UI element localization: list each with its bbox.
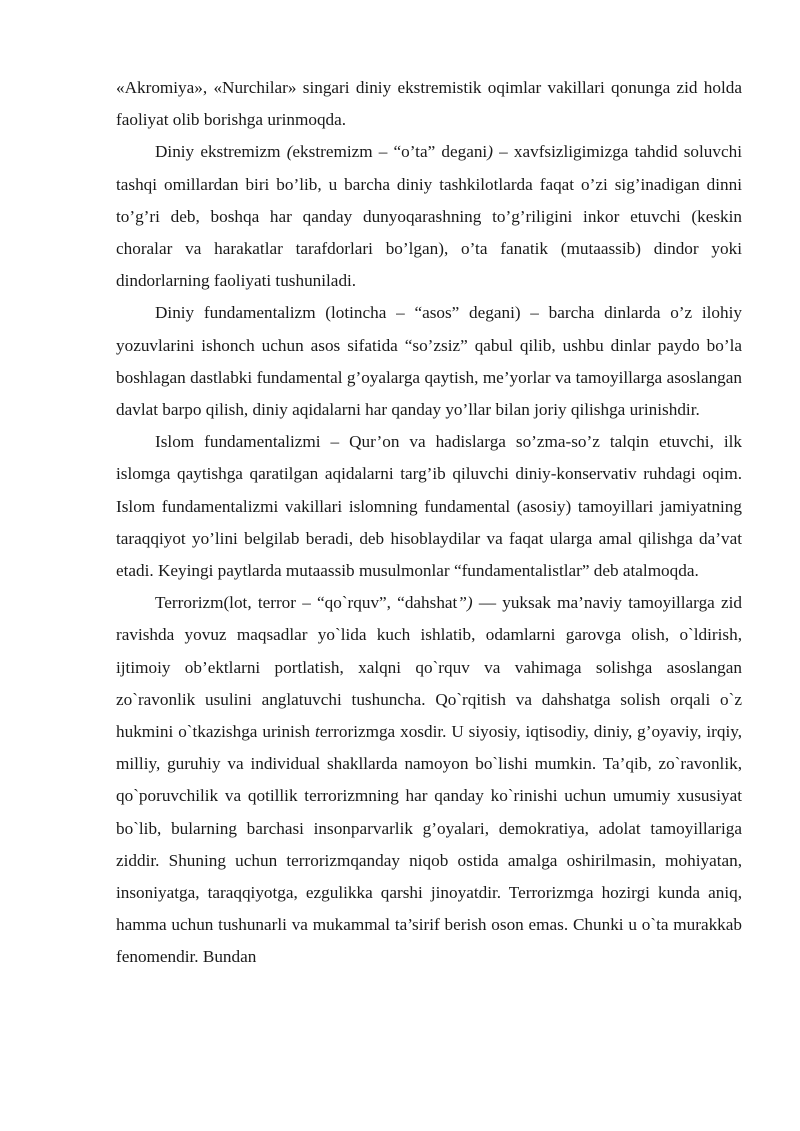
paragraph-religious-extremism-part-c: ekstremizm – “o’ta” degani bbox=[292, 142, 488, 162]
paragraph-religious-fundamentalism: Diniy fundamentalizm (lotincha – “asos” degani) – barcha dinlarda o’z ilohiy yozuvlarini ishonch uchun asos sifatida “so’zsiz” qabul qilib, ushbu dinlar paydo bo’la boshlagan dastlabki fundamental g’oyalarga qaytish, me’yorlar va tamoyillarga asoslangan davlat barpo qilish, diniy aqidalarni har qanday yo’llar bilan joriy qilishga urinishdir. bbox=[116, 303, 742, 420]
paragraph-terrorism-quote-close: ”) bbox=[457, 593, 473, 613]
document-page bbox=[116, 72, 742, 974]
paragraph-religious-extremism-part-a: Diniy ekstremizm bbox=[155, 142, 287, 162]
paragraph-religious-extremism-paren-close: ) bbox=[487, 142, 493, 162]
paragraph-extremist-groups: «Akromiya», «Nurchilar» singari diniy ekstremistik oqimlar vakillari qonunga zid holda faoliyat olib borishga urinmoqda. bbox=[116, 78, 742, 130]
paragraph-religious-extremism-paren-open: ( bbox=[286, 142, 293, 162]
paragraph-islamic-fundamentalism: Islom fundamentalizmi – Qur’on va hadislarga so’zma-so’z talqin etuvchi, ilk islomga qaytishga qaratilgan aqidalarni targ’ib qiluvchi diniy-konservativ ruhdagi oqim. Islom fundamentalizmi vakillari islomning fundamental (asosiy) tamoyillari jamiyatning taraqqiyot yo’lini belgilab beradi, deb hisoblaydilar va faqat ularga amal qilishga da’vat etadi. Keyingi paytlarda mutaassib musulmonlar “fundamentalistlar” deb atalmoqda. bbox=[116, 432, 742, 581]
paragraph-terrorism-part-a: Terrorizm(lot, terror – “qo`rquv”, “dahshat bbox=[155, 593, 458, 613]
paragraph-terrorism bbox=[116, 587, 742, 973]
paragraph-religious-extremism-part-e: – xavfsizligimizga tahdid soluvchi tashqi omillardan biri bo’lib, u barcha diniy tashkilotlarda faqat o’zi sig’inadigan dinni to’g’ri deb, boshqa har qanday dunyoqarashning to’g’riligini inkor etuvchi (keskin choralar va harakatlar tarafdorlari bo’lgan), o’ta fanatik (mutaassib) dindor yoki dindorlarning faoliyati tushuniladi. bbox=[116, 142, 742, 291]
paragraph-terrorism-italic-t: t bbox=[315, 722, 320, 742]
paragraph-terrorism-part-e: errorizmga xosdir. U siyosiy, iqtisodiy, diniy, g’oyaviy, irqiy, milliy, guruhiy va individual shakllarda namoyon bo`lishi mumkin. Ta’qib, zo`ravonlik, qo`poruvchilik va qotillik terrorizmning har qanday ko`rinishi uchun umumiy xususiyat bo`lib, bularning barchasi insonparvarlik g’oyalari, demokratiya, adolat tamoyillariga ziddir. Shuning uchun terrorizmqanday niqob ostida amalga oshirilmasin, mohiyatan, insoniyatga, taraqqiyotga, ezgulikka qarshi jinoyatdir. Terrorizmga hozirgi kunda aniq, hamma uchun tushunarli va mukammal ta’sirif berish oson emas. Chunki u o`ta murakkab fenomendir. Bundan bbox=[116, 722, 742, 967]
paragraph-terrorism-part-c: — yuksak ma’naviy tamoyillarga zid ravishda yovuz maqsadlar yo`lida kuch ishlatib, odamlarni garovga olish, o`ldirish, ijtimoiy ob’ektlarni portlatish, xalqni qo`rquv va vahimaga solishga asoslangan zo`ravonlik usulini anglatuvchi tushuncha. Qo`rqitish va dahshatga solish orqali o`z hukmini o`tkazishga urinish bbox=[116, 593, 742, 742]
paragraph-religious-extremism bbox=[116, 136, 742, 297]
